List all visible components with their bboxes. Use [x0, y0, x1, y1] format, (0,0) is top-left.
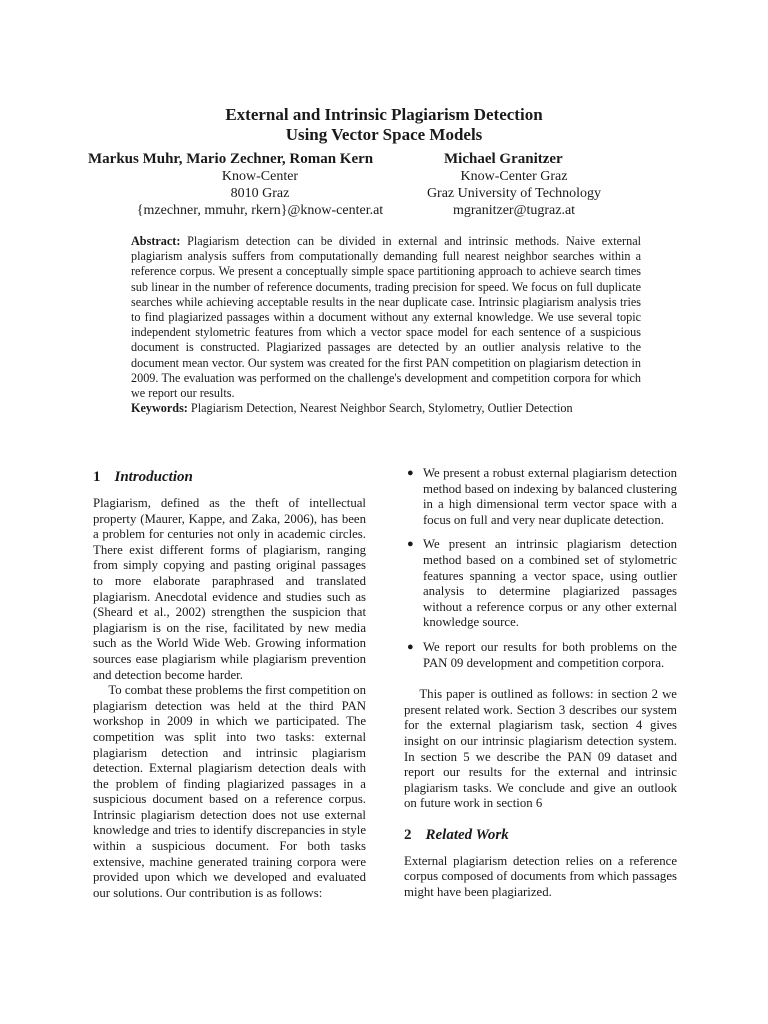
- authors-left: Markus Muhr, Mario Zechner, Roman Kern: [88, 151, 374, 167]
- intro-paragraph-2: To combat these problems the first competition on plagiarism detection was held at the third PAN workshop in 2009 in which we participated. The competition was split into two tasks: external plagiarism detection and intrinsic plagiarism detection. External plagiarism detection deals with the problem of finding plagiarized passages in a suspicious document based on a reference corpus. Intrinsic plagiarism detection does not use external knowledge and tries to identify discrepancies in style within a suspicious document. For both tasks extensive, machine generated training corpora were provided upon which we developed and evaluated our solutions. Our contribution is as follows:: [93, 683, 366, 900]
- left-column: [93, 466, 366, 901]
- abstract: [131, 234, 641, 416]
- section-1-number: 1: [93, 469, 101, 485]
- affiliation-right-email: mgranitzer@tugraz.at: [452, 203, 576, 218]
- section-2-title: Related Work: [425, 826, 509, 843]
- section-1-heading: [93, 466, 366, 488]
- affiliation-left-org: Know-Center: [221, 169, 299, 184]
- affiliation-right: [410, 168, 618, 219]
- bullet-icon: ●: [407, 538, 414, 551]
- section-2-number: 2: [404, 826, 412, 843]
- intro-paragraph-1: Plagiarism, defined as the theft of intellectual property (Maurer, Kappe, and Zaka, 2006), has been a problem for centuries not only in academic circles. There exist different forms of plagiarism, ranging from simply copying and pasting original passages to more elaborate paraphrased and translated plagiarism. Anecdotal evidence and studies such as (Sheard et al., 2002) strengthen the suspicion that plagiarism is on the rise, facilitated by new media such as the World Wide Web. Growing information sources ease plagiarism while plagiarism prevention and detection become harder.: [93, 496, 366, 682]
- list-item: [404, 640, 677, 671]
- bullet-text: We report our results for both problems on the PAN 09 development and competition corpora.: [423, 639, 677, 670]
- title-line-1: External and Intrinsic Plagiarism Detection: [225, 105, 543, 124]
- abstract-body: [131, 234, 641, 401]
- keywords: [131, 401, 641, 416]
- related-work-paragraph-1: External plagiarism detection relies on a reference corpus composed of documents from which passages might have been plagiarized.: [404, 853, 677, 900]
- abstract-text: Plagiarism detection can be divided in external and intrinsic methods. Naive external plagiarism analysis suffers from computationally demanding full nearest neighbor searches within a reference corpus. We present a conceptually simple space partitioning approach to achieve search times sub linear in the number of reference documents, trading precision for speed. We focus on full duplicate searches while achieving acceptable results in the near duplicate case. Intrinsic plagiarism analysis tries to find plagiarized passages within a document without any external knowledge. We use several topic independent stylometric features from which a vector space model for each sentence of a suspicious document is constructed. Plagiarized passages are detected by an outlier analysis relative to the document mean vector. Our system was created for the first PAN competition on plagiarism detection in 2009. The evaluation was performed on the challenge's development and competition corpora for which we report our results.: [131, 234, 641, 401]
- bullet-text: We present a robust external plagiarism detection method based on indexing by balanced clustering in a high dimensional term vector space with a focus on full and very near duplicate detection.: [423, 466, 677, 527]
- section-1-title: Introduction: [114, 469, 193, 485]
- affiliation-left: [110, 168, 410, 219]
- affiliation-right-org: Know-Center Graz: [460, 169, 568, 184]
- affiliation-left-city: 8010 Graz: [230, 186, 290, 201]
- title-line-2: Using Vector Space Models: [285, 125, 483, 144]
- keywords-text: Plagiarism Detection, Nearest Neighbor Search, Stylometry, Outlier Detection: [190, 401, 573, 416]
- abstract-label: Abstract:: [131, 234, 181, 248]
- list-item: [404, 537, 677, 631]
- contribution-list: [404, 466, 677, 671]
- paper-title: [0, 105, 768, 145]
- affiliation-right-univ: Graz University of Technology: [426, 186, 602, 201]
- bullet-icon: ●: [407, 467, 414, 479]
- outline-paragraph: This paper is outlined as follows: in section 2 we present related work. Section 3 describes our system for the external plagiarism task, section 4 gives insight on our intrinsic plagiarism detection system. In section 5 we describe the PAN 09 dataset and report our results for the external and intrinsic plagiarism tasks. We conclude and give an outlook on future work in section 6: [404, 687, 677, 811]
- affiliation-left-email: {mzechner, mmuhr, rkern}@know-center.at: [136, 203, 384, 218]
- right-column: [404, 466, 677, 901]
- authors-right: Michael Granitzer: [444, 151, 563, 167]
- bullet-text: We present an intrinsic plagiarism detection method based on a combined set of stylometric features spanning a vector space, using outlier analysis to determine plagiarized passages without a reference corpus or any other external knowledge source.: [423, 537, 677, 630]
- list-item: [404, 466, 677, 528]
- bullet-icon: ●: [407, 640, 414, 653]
- keywords-label: Keywords:: [131, 401, 188, 416]
- section-2-heading: [404, 824, 677, 846]
